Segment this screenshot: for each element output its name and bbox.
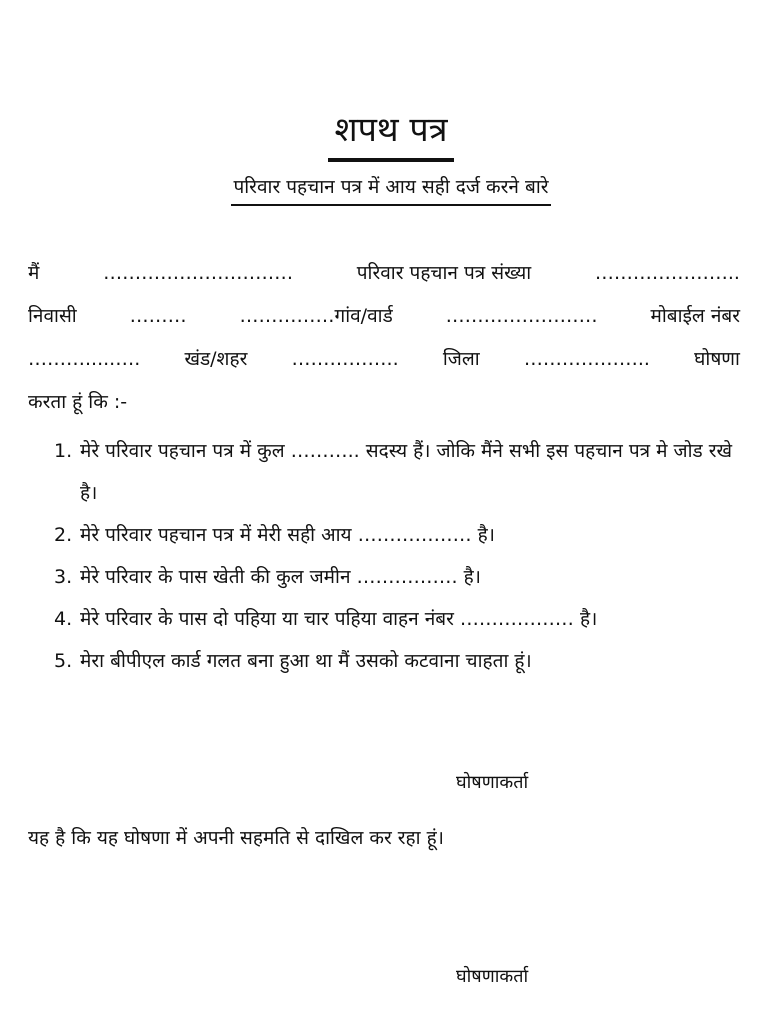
document-title bbox=[0, 108, 782, 162]
item-text: मेरा बीपीएल कार्ड गलत बना हुआ था मैं उसको कटवाना चाहता हूं। bbox=[80, 650, 532, 672]
intro-fragment: जिला bbox=[442, 348, 480, 370]
item-number: 5. bbox=[54, 650, 73, 672]
intro-line-3 bbox=[28, 338, 740, 381]
item-text: मेरे परिवार पहचान पत्र में मेरी सही आय ……………… है। bbox=[80, 524, 495, 546]
blank-field-ward: …………………… bbox=[445, 305, 598, 327]
signature-label-declarant-final: घोषणाकर्ता bbox=[456, 966, 529, 987]
declaration-items-list bbox=[54, 430, 744, 682]
intro-fragment: मोबाईल नंबर bbox=[650, 305, 740, 327]
blank-field-mobile: ……….....…. bbox=[28, 348, 141, 370]
blank-field-district: ……………….. bbox=[523, 348, 650, 370]
blank-field-block: …………….. bbox=[291, 348, 399, 370]
document-title-text: शपथ पत्र bbox=[328, 108, 453, 162]
signature-label-declarant: घोषणाकर्ता bbox=[456, 772, 529, 793]
intro-fragment: परिवार पहचान पत्र संख्या bbox=[356, 262, 532, 284]
intro-paragraph bbox=[28, 252, 740, 424]
blank-field: ……… bbox=[129, 305, 187, 327]
item-number: 1. bbox=[54, 440, 73, 462]
intro-fragment: करता हूं कि :- bbox=[28, 391, 128, 413]
intro-fragment: मैं bbox=[28, 262, 40, 284]
blank-field-name: ………………………… bbox=[103, 262, 294, 284]
intro-fragment: घोषणा bbox=[694, 348, 740, 370]
intro-fragment: खंड/शहर bbox=[184, 348, 248, 370]
consent-statement: यह है कि यह घोषणा में अपनी सहमति से दाखिल कर रहा हूं। bbox=[28, 827, 444, 849]
list-item bbox=[54, 556, 744, 598]
intro-line-1 bbox=[28, 252, 740, 295]
intro-line-4 bbox=[28, 381, 740, 424]
list-item bbox=[54, 598, 744, 640]
item-text: मेरे परिवार के पास दो पहिया या चार पहिया वाहन नंबर ……………… है। bbox=[80, 608, 598, 630]
item-number: 2. bbox=[54, 524, 73, 546]
intro-fragment: निवासी bbox=[28, 305, 77, 327]
item-text: मेरे परिवार के पास खेती की कुल जमीन ……………. है। bbox=[80, 566, 481, 588]
blank-field-village: ……………गांव/वार्ड bbox=[239, 305, 393, 327]
blank-field-family-id: ………………….. bbox=[594, 262, 740, 284]
document-subtitle-text: परिवार पहचान पत्र में आय सही दर्ज करने बारे bbox=[231, 172, 550, 206]
item-number: 3. bbox=[54, 566, 73, 588]
intro-line-2 bbox=[28, 295, 740, 338]
list-item bbox=[54, 514, 744, 556]
list-item bbox=[54, 430, 744, 514]
item-text: मेरे परिवार पहचान पत्र में कुल ……….. सदस्य हैं। जोकि मैंने सभी इस पहचान पत्र मे जोड रखे है। bbox=[80, 440, 733, 504]
list-item bbox=[54, 640, 744, 682]
item-number: 4. bbox=[54, 608, 73, 630]
document-subtitle bbox=[0, 172, 782, 206]
